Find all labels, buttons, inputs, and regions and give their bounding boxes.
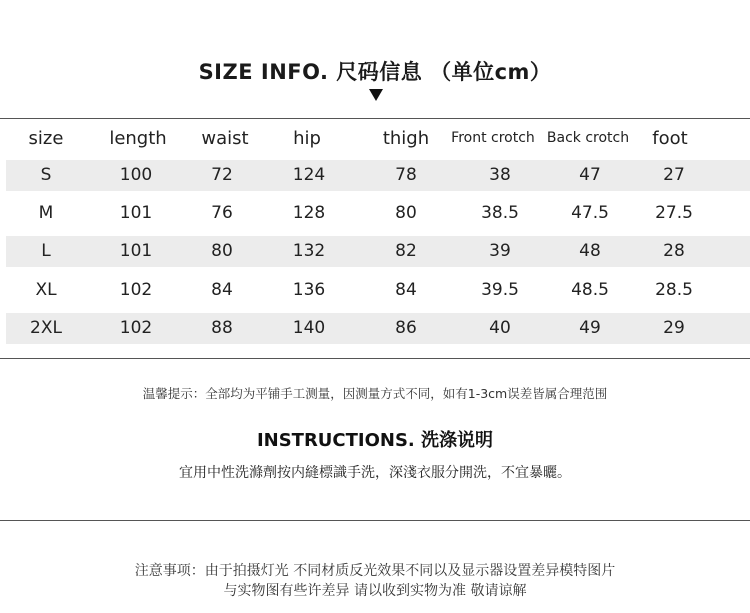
- cell-front-crotch: 39.5: [481, 280, 519, 300]
- table-row: [6, 313, 750, 344]
- cell-thigh: 80: [395, 203, 417, 223]
- table-row: [6, 275, 750, 306]
- notice-line-1: 注意事项：由于拍摄灯光 不同材质反光效果不同以及显示器设置差异模特图片: [134, 563, 616, 579]
- cell-waist: 76: [211, 203, 233, 223]
- cell-size: L: [41, 241, 51, 261]
- cell-foot: 29: [663, 318, 685, 338]
- page-title: SIZE INFO. 尺码信息 （单位cm）: [198, 60, 552, 84]
- cell-back-crotch: 49: [579, 318, 601, 338]
- cell-back-crotch: 47.5: [571, 203, 609, 223]
- notice-line-2: 与实物图有些许差异 请以收到实物为准 敬请谅解: [223, 583, 527, 599]
- cell-front-crotch: 38: [489, 165, 511, 185]
- cell-front-crotch: 38.5: [481, 203, 519, 223]
- cell-length: 100: [119, 165, 153, 185]
- notice-divider: [0, 520, 750, 521]
- table-top-divider: [0, 118, 750, 119]
- header-foot: foot: [652, 128, 688, 149]
- cell-size: M: [38, 203, 54, 223]
- cell-thigh: 84: [395, 280, 417, 300]
- cell-back-crotch: 48.5: [571, 280, 609, 300]
- cell-waist: 72: [211, 165, 233, 185]
- cell-size: XL: [35, 280, 57, 300]
- cell-back-crotch: 48: [579, 241, 601, 261]
- header-hip: hip: [293, 128, 321, 149]
- cell-foot: 27: [663, 165, 685, 185]
- table-bottom-divider: [0, 358, 750, 359]
- cell-foot: 27.5: [655, 203, 693, 223]
- table-row: [6, 236, 750, 267]
- cell-thigh: 82: [395, 241, 417, 261]
- cell-hip: 136: [292, 280, 326, 300]
- cell-length: 101: [119, 203, 153, 223]
- header-back-crotch: Back crotch: [546, 130, 630, 146]
- header-waist: waist: [201, 128, 249, 149]
- cell-front-crotch: 39: [489, 241, 511, 261]
- cell-waist: 88: [211, 318, 233, 338]
- table-row: [6, 160, 750, 191]
- instructions-text: 宜用中性洗滌劑按内縫標識手洗，深淺衣服分開洗，不宜暴曬。: [179, 465, 571, 481]
- cell-size: S: [40, 165, 52, 185]
- table-header-row: [6, 123, 750, 154]
- measurement-tip: 温馨提示：全部均为平铺手工测量，因测量方式不同，如有1-3cm误差皆属合理范围: [142, 386, 608, 401]
- table-row: [6, 198, 750, 229]
- header-size: size: [28, 128, 64, 149]
- header-thigh: thigh: [382, 128, 430, 149]
- cell-hip: 128: [292, 203, 326, 223]
- cell-hip: 140: [292, 318, 326, 338]
- cell-size: 2XL: [30, 318, 62, 338]
- cell-length: 102: [119, 280, 153, 300]
- cell-hip: 124: [292, 165, 326, 185]
- cell-thigh: 78: [395, 165, 417, 185]
- header-front-crotch: Front crotch: [451, 130, 535, 146]
- cell-hip: 132: [292, 241, 326, 261]
- cell-foot: 28.5: [655, 280, 693, 300]
- cell-waist: 80: [211, 241, 233, 261]
- cell-length: 101: [119, 241, 153, 261]
- cell-foot: 28: [663, 241, 685, 261]
- cell-front-crotch: 40: [489, 318, 511, 338]
- cell-length: 102: [119, 318, 153, 338]
- cell-waist: 84: [211, 280, 233, 300]
- down-arrow-icon: [369, 89, 383, 101]
- cell-thigh: 86: [395, 318, 417, 338]
- instructions-title: INSTRUCTIONS. 洗涤说明: [256, 430, 494, 451]
- cell-back-crotch: 47: [579, 165, 601, 185]
- header-length: length: [109, 128, 167, 149]
